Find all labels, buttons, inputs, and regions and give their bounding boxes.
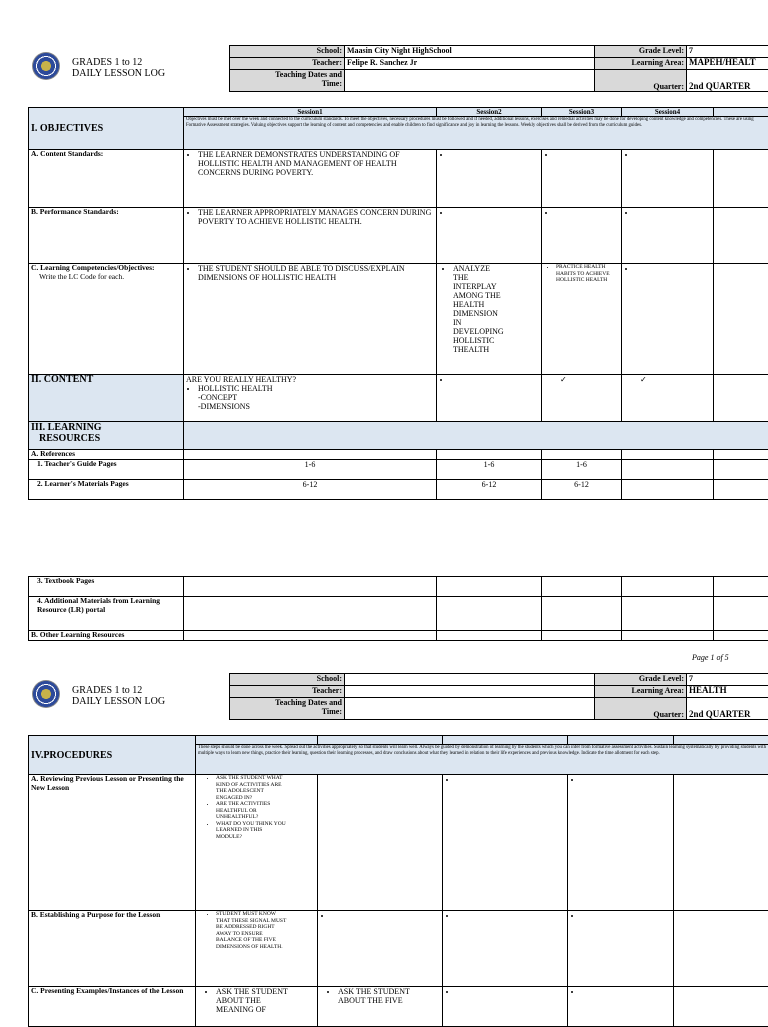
learning-area-value: HEALTH: [687, 686, 768, 698]
performance-standards-s3: [542, 208, 622, 264]
quarter-value: 2nd QUARTER: [687, 70, 768, 92]
reviewing-s3: [443, 775, 568, 911]
other-s4: [622, 631, 714, 641]
additional-materials-label: 4. Additional Materials from Learning Resource (LR) portal: [29, 597, 184, 631]
textbook-s5: [714, 577, 768, 597]
proc-session1-header: [196, 736, 318, 745]
lm-pages-s1: 6-12: [184, 479, 437, 499]
session2-header: Session2: [437, 108, 542, 117]
performance-standards-text: • THE LEARNER APPROPRIATELY MANAGES CONCERN DURING POVERTY TO ACHIEVE HOLLISTIC HEALTH.: [198, 208, 434, 226]
additional-s4: [622, 597, 714, 631]
header-table-2: [229, 673, 768, 720]
reviewing-s5: [674, 775, 768, 911]
deped-seal-logo: [32, 52, 60, 80]
references-s1: [184, 450, 437, 460]
references-s4: [622, 450, 714, 460]
reviewing-s1: [196, 775, 318, 911]
deped-seal-logo: [32, 680, 60, 708]
bullet: [556, 150, 619, 159]
content-standards-text: • THE LEARNER DEMONSTRATES UNDERSTANDING OF HOLLISTIC HEALTH AND MANAGEMENT OF HEALTH CONCERNS DURING POVERTY.: [198, 150, 434, 177]
presenting-item: • ASK THE STUDENT ABOUT THE FIVE: [338, 987, 418, 1005]
learning-competencies-s2: [437, 264, 542, 375]
tg-pages-s4: [622, 459, 714, 479]
procedures-note: These steps should be done across the week. Spread out the activities appropriately so that students will learn well. Always be guided by demonstration of learning by the students which you can infer from formative assessment activities. Sustain learning systematically by providing students with multiple ways to learn new things, practice their learning, question their learning processes, and draw conclusions about what they learned in relation to their life experiences and previous knowledge. Indicate the time allotment for each step.: [196, 745, 768, 775]
grade-level-value: 7: [687, 674, 768, 686]
proc-session2-header: [318, 736, 443, 745]
reviewing-item: • ASK THE STUDENT WHAT KIND OF ACTIVITIES ARE THE ADOLESCENT ENGAGED IN?: [216, 775, 288, 801]
tg-pages-s1: 1-6: [184, 459, 437, 479]
learning-competencies-label: [29, 264, 184, 375]
textbook-label: 3. Textbook Pages: [29, 577, 184, 597]
quarter-label: Quarter:: [595, 70, 687, 92]
bullet: [636, 208, 711, 217]
learning-competencies-s5: [714, 264, 768, 375]
textbook-s3: [542, 577, 622, 597]
references-s5: [714, 450, 768, 460]
learning-competencies-s4: [622, 264, 714, 375]
content-standards-s1: [184, 150, 437, 208]
establishing-s2: [318, 911, 443, 987]
form-title-line2: DAILY LESSON LOG: [72, 68, 165, 79]
content-sub2: -DIMENSIONS: [186, 402, 434, 411]
content-standards-s4: [622, 150, 714, 208]
teacher-value: Felipe R. Sanchez Jr: [345, 58, 595, 70]
reviewing-s4: [568, 775, 674, 911]
dates-label: [230, 70, 345, 92]
grade-level-value: 7: [687, 46, 768, 58]
content-standards-s5: [714, 150, 768, 208]
dates-value: [345, 70, 595, 92]
teachers-guide-label: 1. Teacher's Guide Pages: [29, 459, 184, 479]
performance-standards-s2: [437, 208, 542, 264]
references-label: A. References: [29, 450, 184, 460]
performance-standards-s5: [714, 208, 768, 264]
additional-s3: [542, 597, 622, 631]
content-title: II. CONTENT: [31, 375, 93, 386]
resources-heading-fill: [184, 422, 768, 450]
session4-header: Session4: [622, 108, 714, 117]
grade-level-label: Grade Level:: [595, 674, 687, 686]
textbook-s4: [622, 577, 714, 597]
learning-competencies-title: C. Learning Competencies/Objectives:: [31, 264, 181, 273]
presenting-examples-label: C. Presenting Examples/Instances of the Lesson: [29, 987, 196, 1027]
school-label: School:: [230, 46, 345, 58]
tg-pages-s2: 1-6: [437, 459, 542, 479]
session1-header: Session1: [184, 108, 437, 117]
objectives-heading: [29, 108, 184, 150]
learning-area-value: MAPEH/HEALT: [687, 58, 768, 70]
tg-pages-s5: [714, 459, 768, 479]
establishing-s3: [443, 911, 568, 987]
textbook-s2: [437, 577, 542, 597]
resources-table-continued: [28, 576, 768, 641]
bullet: [451, 375, 539, 384]
establishing-s4: [568, 911, 674, 987]
content-s1: [184, 375, 437, 422]
content-s5: [714, 375, 768, 422]
reviewing-lesson-label: A. Reviewing Previous Lesson or Presenting the New Lesson: [29, 775, 196, 911]
learning-competencies-s1: [184, 264, 437, 375]
session5-header: [714, 108, 768, 117]
session3-header: Session3: [542, 108, 622, 117]
presenting-s3: [443, 987, 568, 1027]
references-s3: [542, 450, 622, 460]
bullet: [582, 911, 671, 920]
page-number: Page 1 of 5: [692, 653, 729, 662]
form-title-line1: GRADES 1 to 12: [72, 57, 165, 68]
bullet: [636, 264, 711, 273]
presenting-s1: [196, 987, 318, 1027]
bullet: [457, 911, 565, 920]
lm-pages-s5: [714, 479, 768, 499]
textbook-s1: [184, 577, 437, 597]
presenting-s5: [674, 987, 768, 1027]
objectives-note: Objectives must be met over the week and connected to the curriculum standards. To meet the objectives, necessary procedures must be followed and if needed, additional lessons, exercises and remedial activities may be done for developing content knowledge and competencies. These are using Formative Assessment strategies. Valuing objectives support the learning of content and competencies and enable children to find significance and joy in learning the lessons. Weekly objectives shall be derived from the curriculum guides.: [184, 117, 768, 150]
form-title: [72, 685, 165, 707]
teacher-label: Teacher:: [230, 58, 345, 70]
bullet: [636, 150, 711, 159]
learning-competencies-subtitle: Write the LC Code for each.: [31, 273, 181, 282]
dates-value: [345, 698, 595, 720]
lc-s3-text: • PRACTICE HEALTH HABITS TO ACHIEVE HOLLISTIC HEALTH: [556, 264, 616, 284]
lc-s1-text: • THE STUDENT SHOULD BE ABLE TO DISCUSS/EXPLAIN DIMENSIONS OF HOLLISTIC HEALTH: [198, 264, 434, 282]
form-title-line1: GRADES 1 to 12: [72, 685, 165, 696]
check-mark-icon: ✓: [544, 375, 567, 384]
presenting-s4: [568, 987, 674, 1027]
quarter-value: 2nd QUARTER: [687, 698, 768, 720]
content-s4: [622, 375, 714, 422]
content-s2: [437, 375, 542, 422]
school-label: School:: [230, 674, 345, 686]
reviewing-item: • ARE THE ACTIVITIES HEALTHFUL OR UNHEALTHFUL?: [216, 801, 288, 821]
bullet: [457, 775, 565, 784]
resources-title-line1: III. LEARNING: [31, 422, 181, 433]
resources-heading: [29, 422, 184, 450]
grade-level-label: Grade Level:: [595, 46, 687, 58]
procedures-heading: [29, 736, 196, 775]
dates-label: [230, 698, 345, 720]
presenting-s2: [318, 987, 443, 1027]
content-sub1: -CONCEPT: [186, 393, 434, 402]
quarter-label: Quarter:: [595, 698, 687, 720]
other-resources-label: B. Other Learning Resources: [29, 631, 184, 641]
teacher-label: Teacher:: [230, 686, 345, 698]
school-value: Maasin City Night HighSchool: [345, 46, 595, 58]
form-title-line2: DAILY LESSON LOG: [72, 696, 165, 707]
reviewing-item: • WHAT DO YOU THINK YOU LEARNED IN THIS MODULE?: [216, 821, 288, 841]
learning-competencies-s3: [542, 264, 622, 375]
lc-s2-text: • ANALYZE THE INTERPLAY AMONG THE HEALTH DIMENSION IN DEVELOPING HOLLISTIC THEALTH: [453, 264, 501, 354]
lm-pages-s2: 6-12: [437, 479, 542, 499]
bullet: [556, 208, 619, 217]
content-standards-label: A. Content Standards:: [29, 150, 184, 208]
bullet: [451, 150, 539, 159]
other-s1: [184, 631, 437, 641]
bullet: [582, 775, 671, 784]
dates-label-line2: Time:: [232, 707, 342, 716]
content-main: ARE YOU REALLY HEALTHY?: [186, 375, 434, 384]
bullet: [451, 208, 539, 217]
performance-standards-s4: [622, 208, 714, 264]
resources-title-line2: RESOURCES: [31, 433, 181, 444]
form-title: [72, 57, 165, 79]
teacher-value-empty: [345, 686, 595, 698]
establishing-s5: [674, 911, 768, 987]
additional-s2: [437, 597, 542, 631]
lm-pages-s4: [622, 479, 714, 499]
lm-pages-s3: 6-12: [542, 479, 622, 499]
dates-label-line1: Teaching Dates and: [232, 698, 342, 707]
references-s2: [437, 450, 542, 460]
other-s2: [437, 631, 542, 641]
learners-materials-label: 2. Learner's Materials Pages: [29, 479, 184, 499]
performance-standards-label: B. Performance Standards:: [29, 208, 184, 264]
dates-label-line2: Time:: [232, 79, 342, 88]
school-value-empty: [345, 674, 595, 686]
dates-label-line1: Teaching Dates and: [232, 70, 342, 79]
tg-pages-s3: 1-6: [542, 459, 622, 479]
additional-s1: [184, 597, 437, 631]
objectives-table: [28, 107, 768, 500]
content-standards-s3: [542, 150, 622, 208]
content-heading: [29, 375, 184, 422]
learning-area-label: Learning Area:: [595, 686, 687, 698]
procedures-table: [28, 735, 768, 1027]
additional-s5: [714, 597, 768, 631]
other-s3: [542, 631, 622, 641]
establishing-purpose-label: B. Establishing a Purpose for the Lesson: [29, 911, 196, 987]
content-item: • HOLLISTIC HEALTH: [198, 384, 434, 393]
content-s3: [542, 375, 622, 422]
presenting-item: • ASK THE STUDENT ABOUT THE MEANING OF: [216, 987, 288, 1014]
reviewing-s2: [318, 775, 443, 911]
objectives-title: I. OBJECTIVES: [31, 123, 103, 134]
learning-area-label: Learning Area:: [595, 58, 687, 70]
procedures-title: IV.PROCEDURES: [31, 750, 112, 761]
bullet: [457, 987, 565, 996]
proc-session5-header: [674, 736, 768, 745]
header-table: [229, 45, 768, 92]
bullet: [332, 911, 440, 920]
bullet: [582, 987, 671, 996]
proc-session4-header: [568, 736, 674, 745]
proc-session3-header: [443, 736, 568, 745]
performance-standards-s1: [184, 208, 437, 264]
other-s5: [714, 631, 768, 641]
establishing-item: • STUDENT MUST KNOW THAT THESE SIGNAL MUST BE ADDRESSED RIGHT AWAY TO ENSURE BALANCE OF THE FIVE DIMENSIONS OF HEALTH.: [216, 911, 288, 950]
check-mark-icon: ✓: [624, 375, 647, 384]
content-standards-s2: [437, 150, 542, 208]
establishing-s1: [196, 911, 318, 987]
